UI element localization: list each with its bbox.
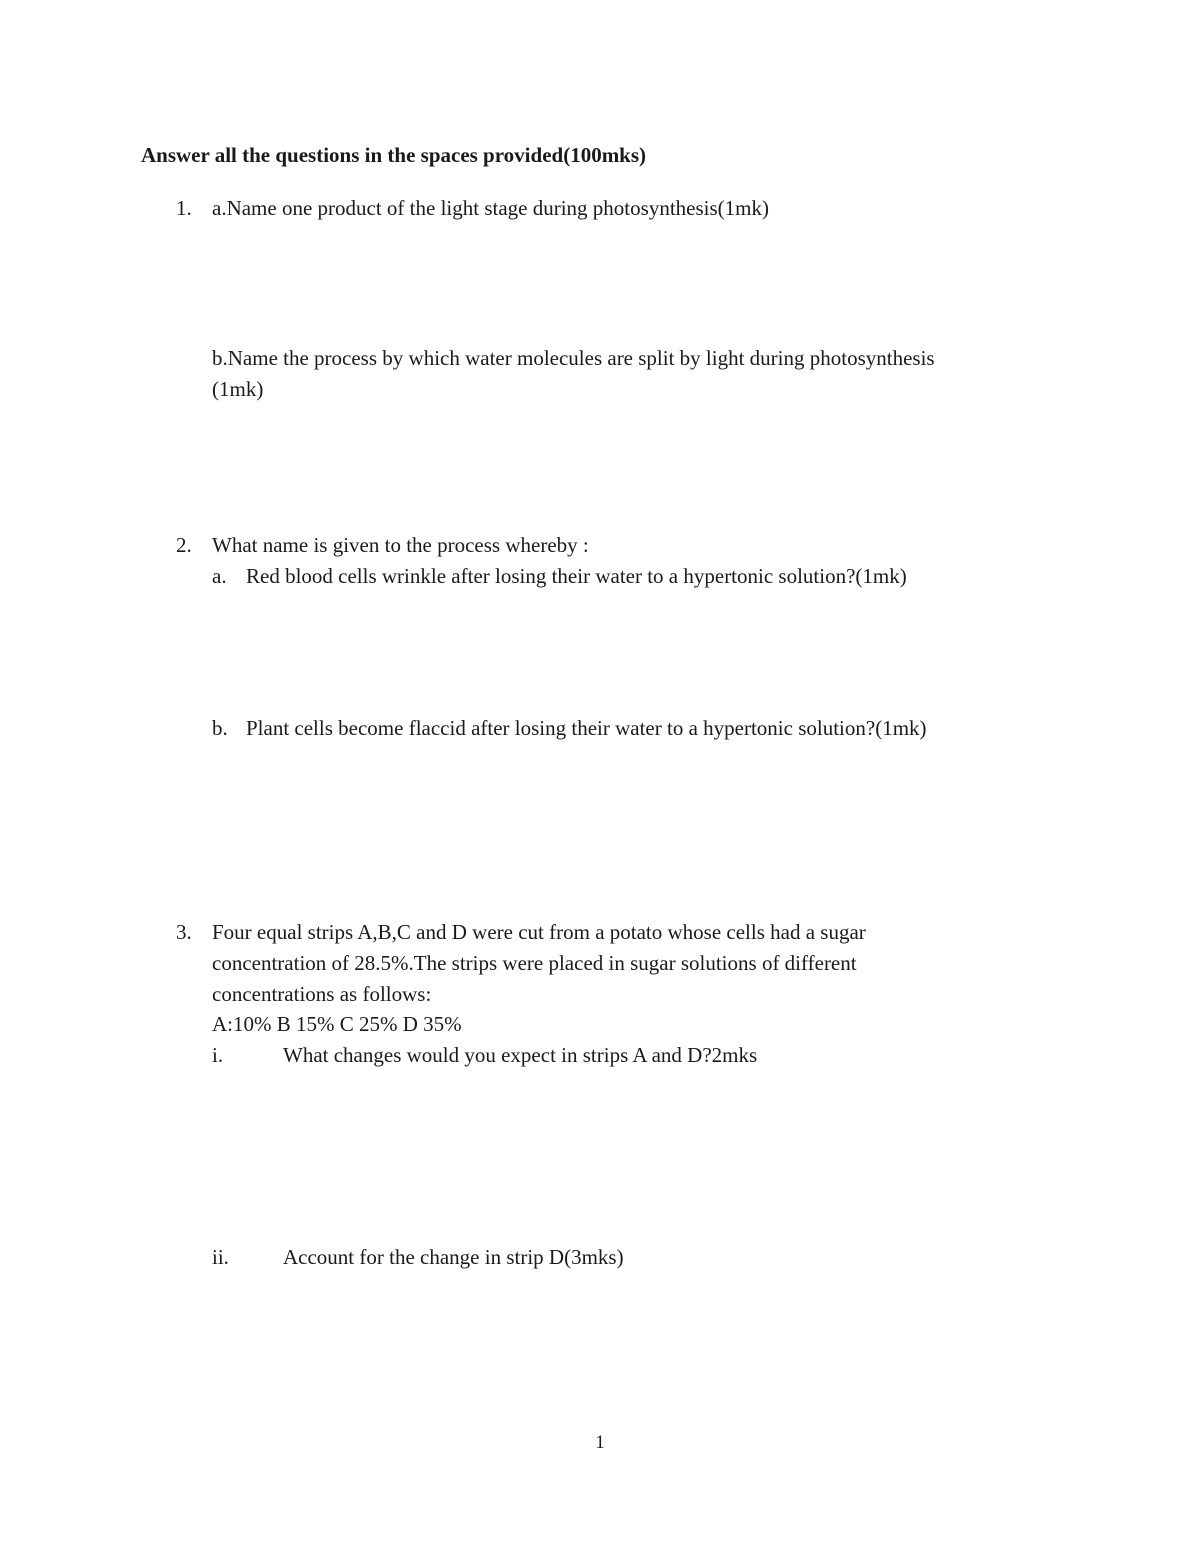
question-1b-text-line2: (1mk) [212, 377, 264, 401]
question-3-number: 3. [176, 920, 192, 944]
question-3-stem-line1: Four equal strips A,B,C and D were cut from a potato whose cells had a sugar [212, 920, 866, 944]
question-3i-text: What changes would you expect in strips A and D?2mks [283, 1043, 758, 1067]
question-3ii-label: ii. [212, 1245, 229, 1269]
page-number: 1 [595, 1432, 605, 1453]
question-2b-label: b. [212, 716, 228, 740]
question-1a-text: a.Name one product of the light stage during photosynthesis(1mk) [212, 196, 769, 220]
question-3-stem-line3: concentrations as follows: [212, 982, 432, 1006]
question-3-concentrations: A:10% B 15% C 25% D 35% [212, 1012, 462, 1036]
page-heading: Answer all the questions in the spaces provided(100mks) [141, 143, 647, 167]
question-2a-label: a. [212, 564, 227, 588]
question-2-number: 2. [176, 533, 192, 557]
question-2b-text: Plant cells become flaccid after losing their water to a hypertonic solution?(1mk) [246, 716, 927, 740]
question-3i-label: i. [212, 1043, 224, 1067]
question-1b-text-line1: b.Name the process by which water molecules are split by light during photosynthesis [212, 346, 935, 370]
question-2-stem: What name is given to the process whereby : [212, 533, 589, 557]
question-3-stem-line2: concentration of 28.5%.The strips were placed in sugar solutions of different [212, 951, 857, 975]
question-3ii-text: Account for the change in strip D(3mks) [283, 1245, 624, 1269]
question-1-number: 1. [176, 196, 192, 220]
question-2a-text: Red blood cells wrinkle after losing their water to a hypertonic solution?(1mk) [246, 564, 907, 588]
